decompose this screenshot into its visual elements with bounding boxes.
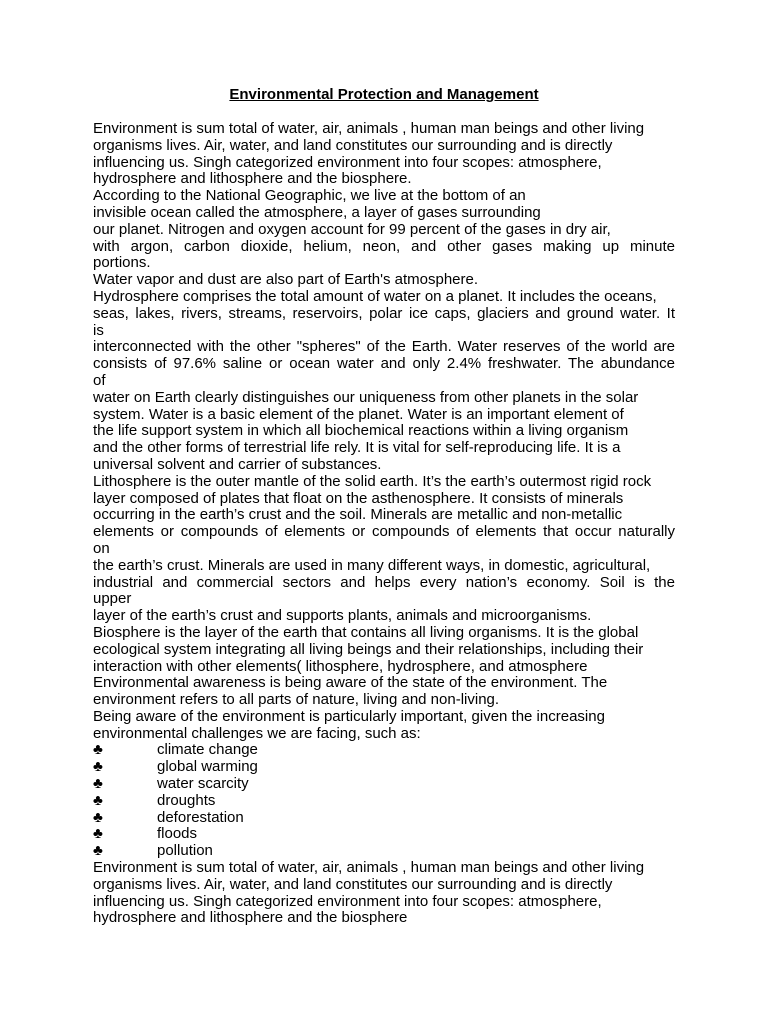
- text-line: ecological system integrating all living beings and their relationships, including their: [93, 640, 644, 658]
- text-line: upper: [93, 590, 132, 608]
- text-line: influencing us. Singh categorized environment into four scopes: atmosphere,: [93, 153, 602, 171]
- text-line: the earth’s crust. Minerals are used in many different ways, in domestic, agricultural,: [93, 556, 651, 574]
- club-bullet-icon: ♣: [93, 842, 103, 860]
- text-line: interaction with other elements( lithosphere, hydrosphere, and atmosphere: [93, 657, 588, 675]
- text-line: environmental challenges we are facing, such as:: [93, 724, 421, 742]
- list-item-label: pollution: [157, 842, 213, 860]
- text-line: hydrosphere and lithosphere and the biosphere: [93, 909, 408, 927]
- text-line: organisms lives. Air, water, and land constitutes our surrounding and is directly: [93, 136, 613, 154]
- list-item: [93, 826, 675, 843]
- text-line: elements or compounds of elements or compounds of elements that occur naturally: [93, 523, 675, 541]
- list-item: [93, 843, 675, 860]
- list-item: [93, 759, 675, 776]
- text-line: with argon, carbon dioxide, helium, neon, and other gases making up minute: [93, 237, 675, 255]
- text-line: hydrosphere and lithosphere and the biosphere.: [93, 170, 412, 188]
- text-line: of: [93, 371, 106, 389]
- text-line: According to the National Geographic, we live at the bottom of an: [93, 187, 526, 205]
- list-item: [93, 810, 675, 827]
- text-line: on: [93, 539, 110, 557]
- text-line: layer of the earth’s crust and supports plants, animals and microorganisms.: [93, 607, 592, 625]
- text-line: consists of 97.6% saline or ocean water and only 2.4% freshwater. The abundance: [93, 355, 675, 373]
- challenges-bullet-list: [93, 742, 675, 860]
- text-line: seas, lakes, rivers, streams, reservoirs, polar ice caps, glaciers and ground water. It: [93, 304, 675, 322]
- list-item-label: climate change: [157, 741, 258, 759]
- text-line: water on Earth clearly distinguishes our uniqueness from other planets in the solar: [93, 388, 639, 406]
- text-line: organisms lives. Air, water, and land constitutes our surrounding and is directly: [93, 875, 613, 893]
- text-line: the life support system in which all biochemical reactions within a living organism: [93, 422, 629, 440]
- text-line: interconnected with the other "spheres" of the Earth. Water reserves of the world are: [93, 338, 675, 356]
- text-line: influencing us. Singh categorized environment into four scopes: atmosphere,: [93, 892, 602, 910]
- text-line: Environment is sum total of water, air, animals , human man beings and other living: [93, 120, 645, 137]
- text-line: industrial and commercial sectors and helps every nation’s economy. Soil is the: [93, 573, 675, 591]
- body-text-section-1: [93, 121, 675, 742]
- text-line: portions.: [93, 254, 151, 272]
- text-line: Being aware of the environment is particularly important, given the increasing: [93, 707, 605, 725]
- text-line: our planet. Nitrogen and oxygen account for 99 percent of the gases in dry air,: [93, 220, 611, 238]
- list-item-label: floods: [157, 825, 198, 843]
- club-bullet-icon: ♣: [93, 791, 103, 809]
- text-line: invisible ocean called the atmosphere, a layer of gases surrounding: [93, 203, 541, 221]
- club-bullet-icon: ♣: [93, 808, 103, 826]
- text-line: Environment is sum total of water, air, animals , human man beings and other living: [93, 859, 645, 877]
- club-bullet-icon: ♣: [93, 758, 103, 776]
- list-item-label: deforestation: [157, 808, 244, 826]
- text-line: occurring in the earth’s crust and the soil. Minerals are metallic and non-metallic: [93, 506, 623, 524]
- club-bullet-icon: ♣: [93, 775, 103, 793]
- text-line: universal solvent and carrier of substances.: [93, 455, 382, 473]
- list-item: [93, 793, 675, 810]
- text-line: is: [93, 321, 104, 339]
- body-text-section-2: [93, 860, 675, 927]
- text-line: Lithosphere is the outer mantle of the solid earth. It’s the earth’s outermost rigid rock: [93, 472, 652, 490]
- text-line: Environmental awareness is being aware of the state of the environment. The: [93, 674, 608, 692]
- document-page: [93, 86, 675, 927]
- document-title: Environmental Protection and Management: [229, 86, 539, 103]
- list-item: [93, 742, 675, 759]
- text-line: Water vapor and dust are also part of Earth's atmosphere.: [93, 271, 479, 289]
- club-bullet-icon: ♣: [93, 741, 103, 759]
- text-line: environment refers to all parts of nature, living and non-living.: [93, 691, 500, 709]
- text-line: system. Water is a basic element of the planet. Water is an important element of: [93, 405, 624, 423]
- list-item-label: water scarcity: [157, 775, 249, 793]
- list-item: [93, 776, 675, 793]
- list-item-label: global warming: [157, 758, 258, 776]
- text-line: Biosphere is the layer of the earth that contains all living organisms. It is the global: [93, 623, 639, 641]
- list-item-label: droughts: [157, 791, 216, 809]
- text-line: layer composed of plates that float on the asthenosphere. It consists of minerals: [93, 489, 624, 507]
- text-line: Hydrosphere comprises the total amount of water on a planet. It includes the oceans,: [93, 287, 657, 305]
- text-line: and the other forms of terrestrial life rely. It is vital for self-reproducing life. It is a: [93, 439, 621, 457]
- club-bullet-icon: ♣: [93, 825, 103, 843]
